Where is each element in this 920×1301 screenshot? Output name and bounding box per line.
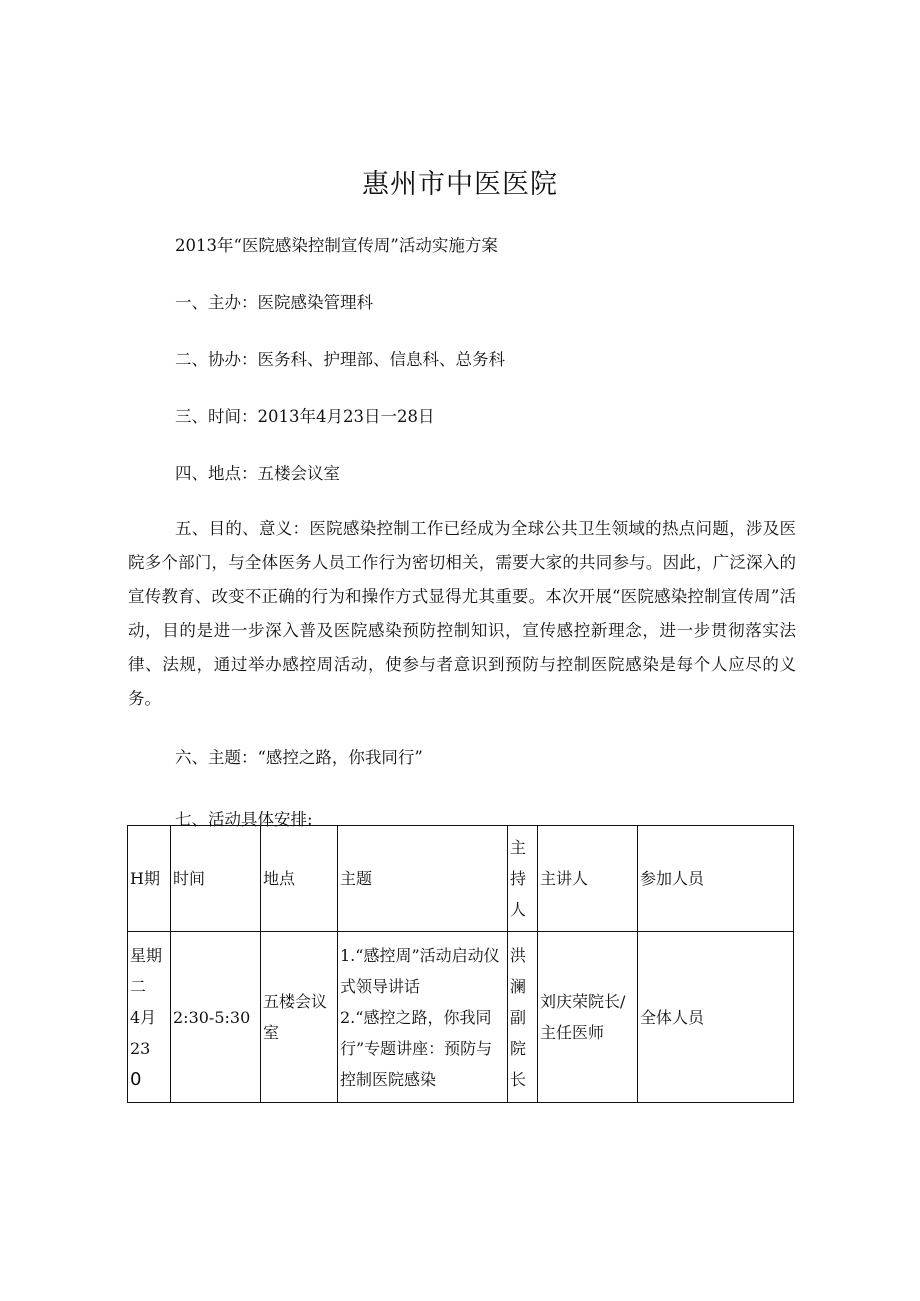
organizer-line: 一、主办：医院感染管理科 [175,293,373,312]
theme-line: 六、主题：“感控之路，你我同行” [175,748,423,767]
header-speaker: 主讲人 [538,826,638,932]
table-row [128,932,794,1103]
cell-date-line: 23 [130,1038,151,1058]
table-header-row [128,826,794,932]
cell-topic [338,932,508,1103]
time-line: 三、时间：2013年4月23日一28日 [175,407,435,426]
cell-date-line: 0 [130,1068,142,1090]
location-line: 四、地点：五楼会议室 [175,464,340,483]
header-host-char: 人 [510,900,527,919]
cell-time: 2:30-5:30 [171,932,261,1103]
cell-topic-item: 1.“感控周”活动启动仪式领导讲话 [340,945,500,996]
header-host [508,826,538,932]
cell-host-char: 长 [510,1069,527,1089]
cell-date-line: 4月 [130,1007,157,1027]
header-place: 地点 [261,826,338,932]
document-title: 惠州市中医医院 [362,169,558,200]
header-host-char: 主 [510,838,527,857]
header-topic: 主题 [338,826,508,932]
header-time: 时间 [171,826,261,932]
document-subtitle: 2013年“医院感染控制宣传周”活动实施方案 [175,236,498,255]
cell-host-char: 澜 [510,976,527,996]
cell-date-line: 二 [130,976,147,996]
cell-attendees: 全体人员 [638,932,794,1103]
cell-host-char: 院 [510,1038,527,1058]
header-date: H期 [128,826,171,932]
cell-place: 五楼会议室 [261,932,338,1103]
purpose-paragraph: 五、目的、意义：医院感染控制工作已经成为全球公共卫生领域的热点问题，涉及医院多个部门，与全体医务人员工作行为密切相关，需要大家的共同参与。因此，广泛深入的宣传教育、改变不正确的行为和操作方式显得尤其重要。本次开展“医院感染控制宣传周”活动，目的是进一步深入普及医院感染预防控制知识，宣传感控新理念，进一步贯彻落实法律、法规，通过举办感控周活动，使参与者意识到预防与控制医院感染是每个人应尽的义务。 [128,519,796,708]
cell-host [508,932,538,1103]
header-attendees: 参加人员 [638,826,794,932]
header-host-char: 持 [510,869,527,888]
cell-topic-item: 2.“感控之路，你我同行”专题讲座：预防与控制医院感染 [340,1007,493,1089]
co-organizer-line: 二、协办：医务科、护理部、信息科、总务科 [175,350,505,369]
cell-host-char: 副 [510,1007,527,1027]
cell-host-char: 洪 [510,945,527,965]
cell-date-line: 星期 [130,945,163,965]
cell-date [128,932,171,1103]
cell-speaker: 刘庆荣院长/主任医师 [538,932,638,1103]
schedule-heading: 七、活动具体安排: [175,810,313,829]
schedule-table [127,825,794,1103]
